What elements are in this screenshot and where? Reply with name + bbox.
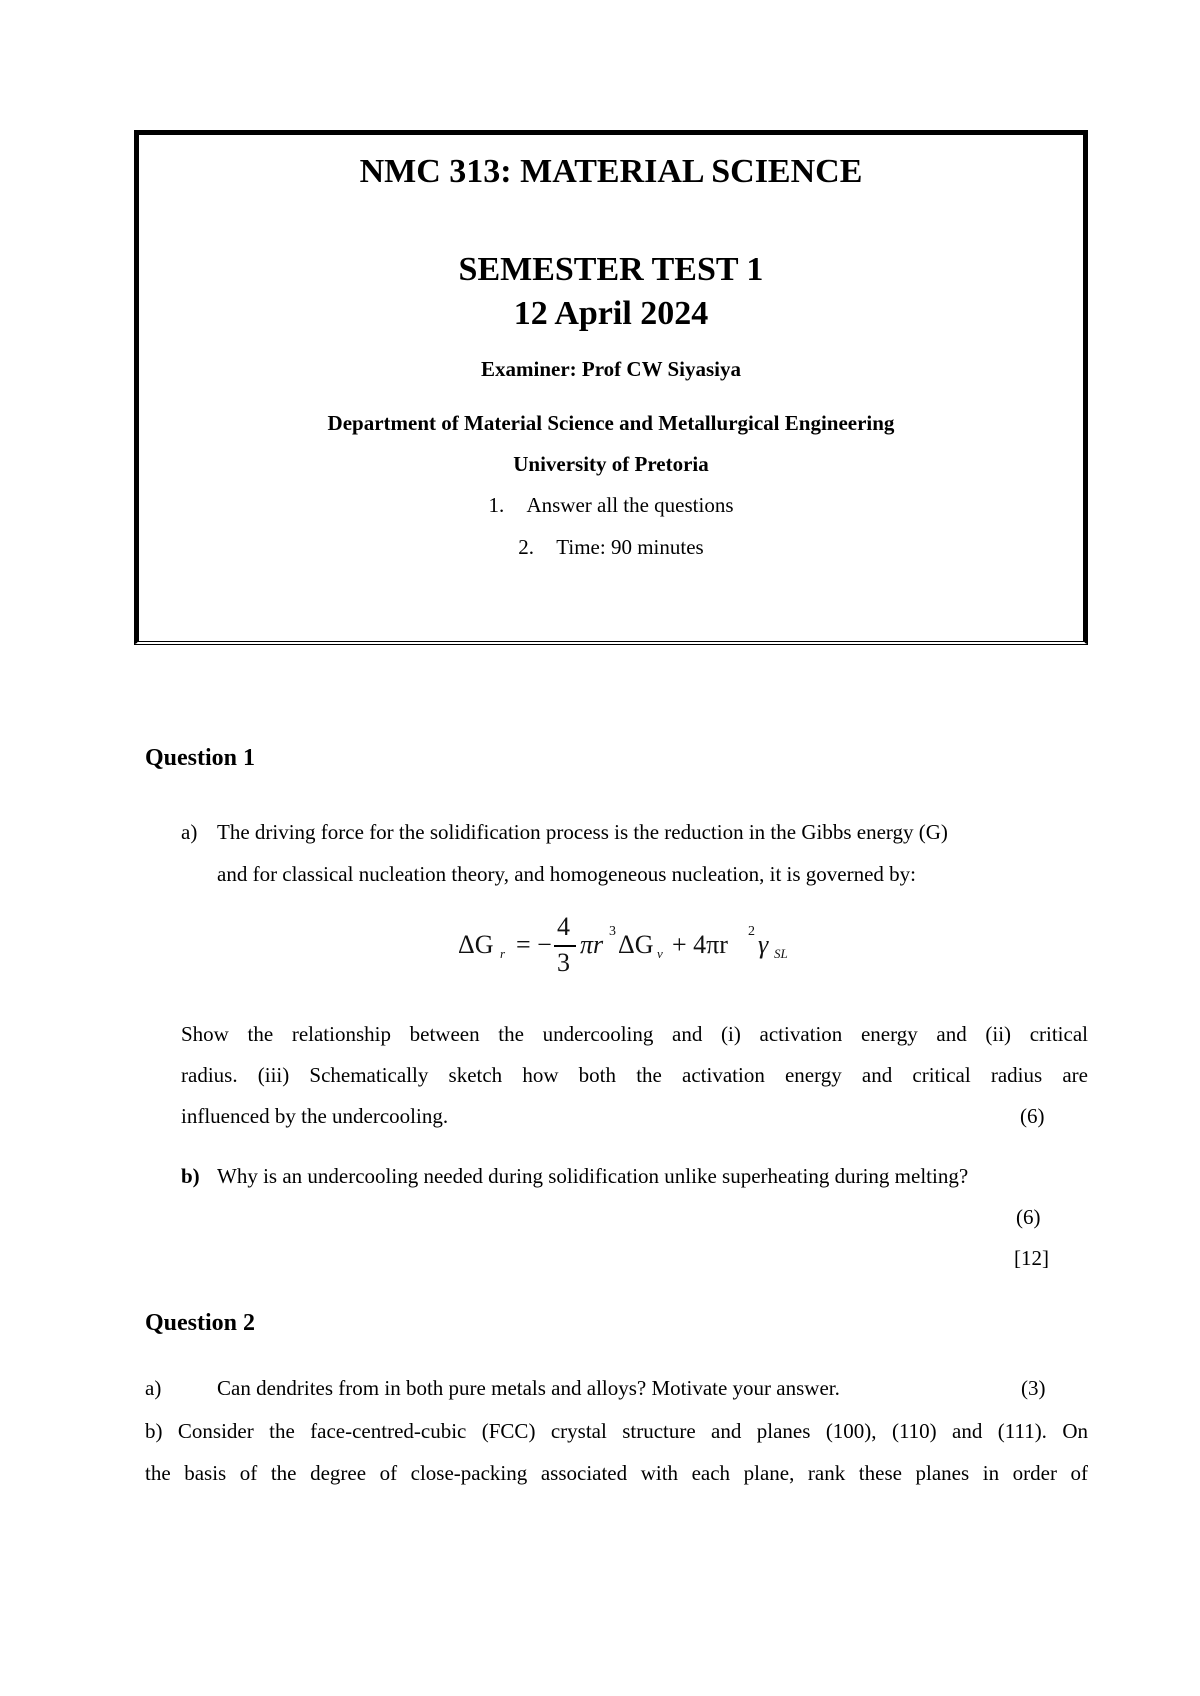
fraction-bar [554, 945, 576, 947]
q2b-line-2: the basis of the degree of close-packing associated with each plane, rank these planes in order of [145, 1461, 1088, 1485]
test-title: SEMESTER TEST 1 [458, 251, 764, 288]
instruction-number: 1. [488, 493, 505, 517]
question-1-heading: Question 1 [145, 745, 256, 771]
university: University of Pretoria [513, 452, 709, 476]
formula-term1b: ΔG [618, 930, 654, 959]
q2a-marks: (3) [1021, 1376, 1046, 1400]
q1a-label: a) [181, 820, 198, 844]
question-2-heading: Question 2 [145, 1310, 256, 1336]
title-box [134, 130, 1088, 645]
formula-gamma-sub: SL [774, 946, 788, 961]
q1-total-marks: [12] [1014, 1246, 1049, 1270]
q1a-line-2: and for classical nucleation theory, and homogeneous nucleation, it is governed by: [217, 862, 917, 886]
q1-show-line-1: Show the relationship between the undercooling and (i) activation energy and (ii) critical [181, 1022, 1088, 1046]
q1-show-marks: (6) [1020, 1104, 1045, 1128]
instruction-item [139, 535, 1083, 560]
formula-lhs-sub: r [500, 946, 506, 961]
formula-term1-sup: 3 [609, 924, 616, 939]
q2b-line-1: b) Consider the face-centred-cubic (FCC) crystal structure and planes (100), (110) and (111). On [145, 1419, 1088, 1443]
q1a-line-1: The driving force for the solidification process is the reduction in the Gibbs energy (G) [217, 820, 948, 844]
q1-show-line-2: radius. (iii) Schematically sketch how both the activation energy and critical radius are [181, 1063, 1088, 1087]
department: Department of Material Science and Metallurgical Engineering [327, 411, 895, 435]
q1b-text: Why is an undercooling needed during solidification unlike superheating during melting? [217, 1164, 969, 1188]
fraction-numerator: 4 [557, 912, 570, 941]
formula-plus-term: + 4πr [672, 930, 728, 959]
course-title: NMC 313: MATERIAL SCIENCE [359, 153, 863, 190]
formula-term1b-sub: v [657, 946, 663, 961]
formula-equals: = − [516, 930, 552, 959]
formula-lhs: ΔG [458, 930, 494, 959]
nucleation-formula [458, 910, 798, 982]
examiner: Examiner: Prof CW Siyasiya [481, 357, 741, 381]
q1-show-line-3: influenced by the undercooling. [181, 1104, 449, 1128]
test-date: 12 April 2024 [513, 295, 709, 332]
q2a-text: Can dendrites from in both pure metals and alloys? Motivate your answer. [217, 1376, 840, 1400]
instruction-number: 2. [518, 535, 535, 559]
formula-term2-sup: 2 [748, 924, 755, 939]
fraction-denominator: 3 [557, 948, 570, 977]
q1b-label: b) [181, 1164, 200, 1188]
q2a-label: a) [145, 1376, 162, 1400]
instruction-text: Time: 90 minutes [556, 535, 704, 559]
instruction-item [139, 493, 1083, 518]
formula-gamma: γ [758, 930, 769, 959]
q1b-marks: (6) [1016, 1205, 1041, 1229]
instruction-text: Answer all the questions [526, 493, 734, 517]
formula-term1: πr [580, 930, 604, 959]
